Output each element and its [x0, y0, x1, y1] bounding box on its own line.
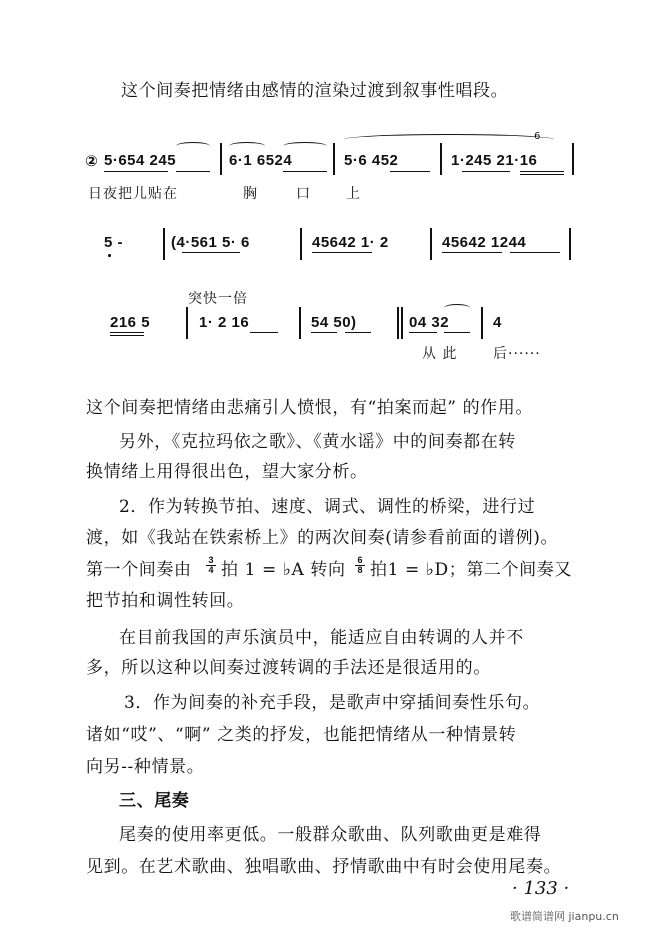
underline: [110, 332, 144, 333]
row3-lyric-2: 后······: [493, 346, 541, 362]
grace-note: 6: [534, 131, 541, 142]
paragraph-4-line-1: 在目前我国的声乐演员中，能适应自由转调的人并不: [119, 628, 524, 648]
paragraph-5-line-1: 3．作为间奏的补充手段，是歌声中穿插间奏性乐句。: [124, 693, 541, 713]
slur: [229, 142, 265, 150]
slur: [344, 134, 554, 145]
row3-measure-3: 54 50): [311, 314, 357, 331]
underline: [462, 171, 510, 172]
underline: [311, 332, 337, 333]
row2-measure-1: 5 -: [104, 234, 124, 251]
underline: [250, 332, 278, 333]
barline: [440, 143, 442, 175]
paragraph-2-line-2: 换情绪上用得很出色，望大家分析。: [86, 462, 368, 482]
paragraph-6-line-2: 见到。在艺术歌曲、独唱歌曲、抒情歌曲中有时会使用尾奏。: [86, 857, 562, 877]
barline: [186, 307, 188, 339]
tempo-mark: 突快一倍: [188, 291, 248, 307]
paragraph-3-line-1: 2．作为转换节拍、速度、调式、调性的桥梁，进行过: [119, 497, 536, 517]
barline: [481, 307, 483, 339]
row1-lyrics: 日夜把儿贴在: [88, 186, 178, 202]
p3-line3-start: 第一个间奏由: [86, 560, 192, 580]
slur: [283, 142, 327, 150]
barline: [299, 307, 301, 339]
row2-measure-4: 45642 1244: [442, 234, 527, 251]
underline: [442, 252, 502, 253]
paragraph-6-line-1: 尾奏的使用率更低。一般群众歌曲、队列歌曲更是难得: [119, 825, 542, 845]
row3-lyric-1: 从 此: [422, 346, 458, 362]
barline: [220, 143, 222, 175]
frac1-top: 3: [206, 556, 216, 566]
intro-line: 这个间奏把情绪由感情的渲染过渡到叙事性唱段。: [121, 81, 509, 101]
row1-lyric-2: 胸: [243, 186, 258, 202]
barline: [430, 228, 432, 260]
barline: [401, 307, 403, 339]
underline: [176, 171, 210, 172]
row1-measure-3: 5·6 452: [344, 152, 399, 169]
p3-line3-end: 拍1 = ♭D；第二个间奏又: [370, 560, 572, 580]
underline: [520, 174, 564, 175]
underline: [444, 332, 470, 333]
slur: [444, 304, 470, 312]
time-signature-6-8: [355, 556, 365, 575]
paragraph-4-line-2: 多，所以这种以间奏过渡转调的手法还是很适用的。: [86, 658, 491, 678]
row3-measure-5: 4: [493, 314, 502, 331]
underline: [283, 171, 327, 172]
watermark: 歌谱简谱网 jianpu.cn: [510, 910, 619, 923]
frac2-bottom: 8: [357, 565, 363, 575]
underline: [409, 332, 437, 333]
row1-measure-2: 6·1 6524: [229, 152, 293, 169]
section-heading: 三、尾奏: [119, 791, 190, 811]
paragraph-5-line-2: 诸如“哎”、“啊” 之类的抒发，也能把情绪从一种情景转: [86, 725, 517, 745]
row2-measure-3: 45642 1· 2: [312, 234, 389, 251]
barline: [569, 228, 571, 260]
barline: [163, 228, 165, 260]
row1-measure-4: 1·245 21·16: [451, 152, 538, 169]
underline: [182, 252, 240, 253]
row1-measure-1: 5·654 245: [104, 152, 177, 169]
underline: [390, 171, 430, 172]
row1-number: ②: [85, 153, 99, 170]
p3-line3-middle: 拍 1 = ♭A 转向: [221, 560, 346, 580]
underline: [110, 335, 144, 336]
frac2-top: 6: [355, 556, 365, 566]
underline: [345, 332, 371, 333]
time-signature-3-4: [206, 556, 216, 575]
underline: [104, 171, 168, 172]
row3-measure-2: 1· 2 16: [199, 314, 250, 331]
row1-lyric-4: 上: [346, 186, 361, 202]
low-octave-dot: [108, 254, 111, 257]
row2-measure-2: (4·561 5· 6: [171, 234, 250, 251]
row3-measure-1: 216 5: [110, 314, 151, 331]
underline: [520, 171, 564, 172]
frac1-bottom: 4: [208, 565, 214, 575]
paragraph-1: 这个间奏把情绪由悲痛引人愤恨，有“拍案而起” 的作用。: [86, 398, 533, 418]
paragraph-3-line-2: 渡，如《我站在铁索桥上》的两次间奏(请参看前面的谱例)。: [86, 528, 559, 548]
barline: [572, 143, 574, 175]
slur: [176, 142, 210, 150]
barline: [397, 307, 399, 339]
row1-lyric-3: 口: [296, 186, 311, 202]
page-number: · 133 ·: [512, 878, 570, 899]
barline: [300, 228, 302, 260]
row3-measure-4: 04 32: [409, 314, 450, 331]
underline: [510, 252, 560, 253]
paragraph-5-line-3: 向另--种情景。: [86, 757, 205, 777]
paragraph-2-line-1: 另外，《克拉玛依之歌》、《黄水谣》中的间奏都在转: [119, 432, 516, 452]
paragraph-3-line-4: 把节拍和调性转回。: [86, 591, 245, 611]
underline: [312, 252, 372, 253]
barline: [333, 143, 335, 175]
